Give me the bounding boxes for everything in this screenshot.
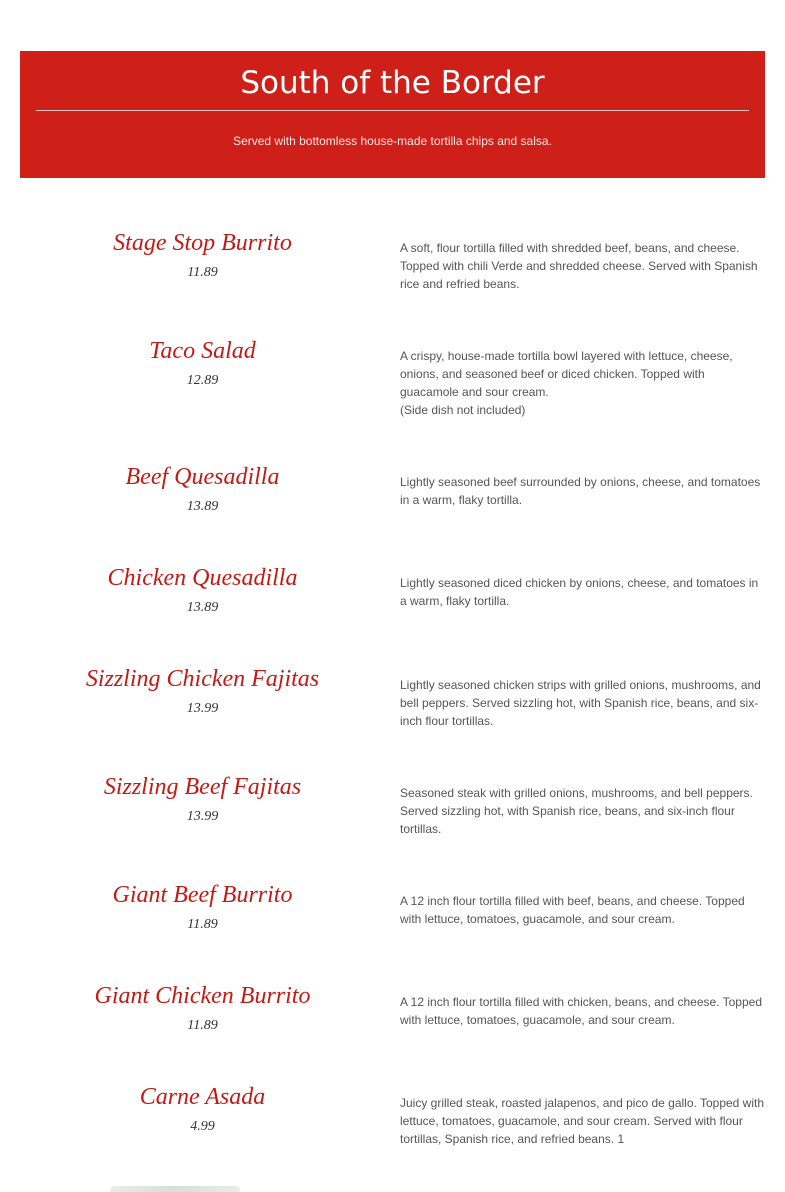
section-title: South of the Border [240,65,545,101]
description-text: A 12 inch flour tortilla filled with beef, beans, and cheese. Topped with lettuce, tomatoes, guacamole, and sour cream. [400,894,745,926]
menu-item-price: 11.89 [187,917,218,932]
description-text: Lightly seasoned chicken strips with grilled onions, mushrooms, and bell peppers. Served sizzling hot, with Spanish rice, beans, and six-inch flour tortillas. [400,678,761,728]
menu-item-price: 13.89 [186,499,219,514]
menu-item-description [400,993,765,1029]
menu-item-heading [20,564,385,617]
menu-item-price: 12.89 [186,373,219,388]
description-text: A crispy, house-made tortilla bowl layered with lettuce, cheese, onions, and seasoned beef or diced chicken. Topped with guacamole and sour cream. [400,349,733,399]
description-text: Seasoned steak with grilled onions, mushrooms, and bell peppers. Served sizzling hot, with Spanish rice, beans, and six-inch flour tortillas. [400,786,753,836]
menu-item-name: Beef Quesadilla [125,464,280,490]
menu-item-price: 13.99 [186,701,219,716]
description-text: Lightly seasoned beef surrounded by onions, cheese, and tomatoes in a warm, flaky tortilla. [400,475,761,507]
menu-item-name: Stage Stop Burrito [113,230,292,256]
description-text: A soft, flour tortilla filled with shredded beef, beans, and cheese. Topped with chili Verde and shredded cheese. Served with Spanish rice and refried beans. [400,241,758,291]
menu-item-description [400,1094,765,1148]
menu-item-name: Taco Salad [149,338,256,364]
menu-item-price: 13.89 [186,600,219,615]
menu-item-description [400,892,765,928]
menu-item-description [400,473,765,509]
menu-item-name: Chicken Quesadilla [107,565,298,591]
description-note: (Side dish not included) [400,403,526,417]
menu-item-description [400,239,765,293]
menu-item-heading [20,881,385,934]
menu-item-heading [20,665,385,718]
description-text: Lightly seasoned diced chicken by onions, cheese, and tomatoes in a warm, flaky tortilla. [400,576,759,608]
section-subtitle: Served with bottomless house-made tortilla chips and salsa. [233,134,552,148]
next-item-peek-shape [110,1186,240,1192]
description-text: A 12 inch flour tortilla filled with chicken, beans, and cheese. Topped with lettuce, tomatoes, guacamole, and sour cream. [400,995,763,1027]
description-text: Juicy grilled steak, roasted jalapenos, and pico de gallo. Topped with lettuce, tomatoes, guacamole, and sour cream. Served with flour tortillas, Spanish rice, and refried beans. 1 [400,1096,765,1146]
menu-item-name: Giant Beef Burrito [112,882,293,908]
menu-item-heading [20,1083,385,1136]
menu-item-heading [20,463,385,516]
menu-item-description [400,784,765,838]
menu-item-description [400,347,765,419]
menu-item-price: 13.99 [186,809,219,824]
next-item-peek [110,1180,240,1192]
menu-item-name: Sizzling Beef Fajitas [103,774,302,800]
menu-item-name: Carne Asada [139,1084,266,1110]
menu-item-heading [20,337,385,390]
menu-item-heading [20,773,385,826]
menu-item-description [400,676,765,730]
menu-item-heading [20,982,385,1035]
menu-item-name: Giant Chicken Burrito [94,983,311,1009]
menu-item-price: 4.99 [190,1119,215,1134]
menu-item-description [400,574,765,610]
menu-item-price: 11.89 [187,265,218,280]
menu-item-name: Sizzling Chicken Fajitas [85,666,320,692]
menu-item-heading [20,229,385,282]
menu-item-price: 11.89 [187,1018,218,1033]
